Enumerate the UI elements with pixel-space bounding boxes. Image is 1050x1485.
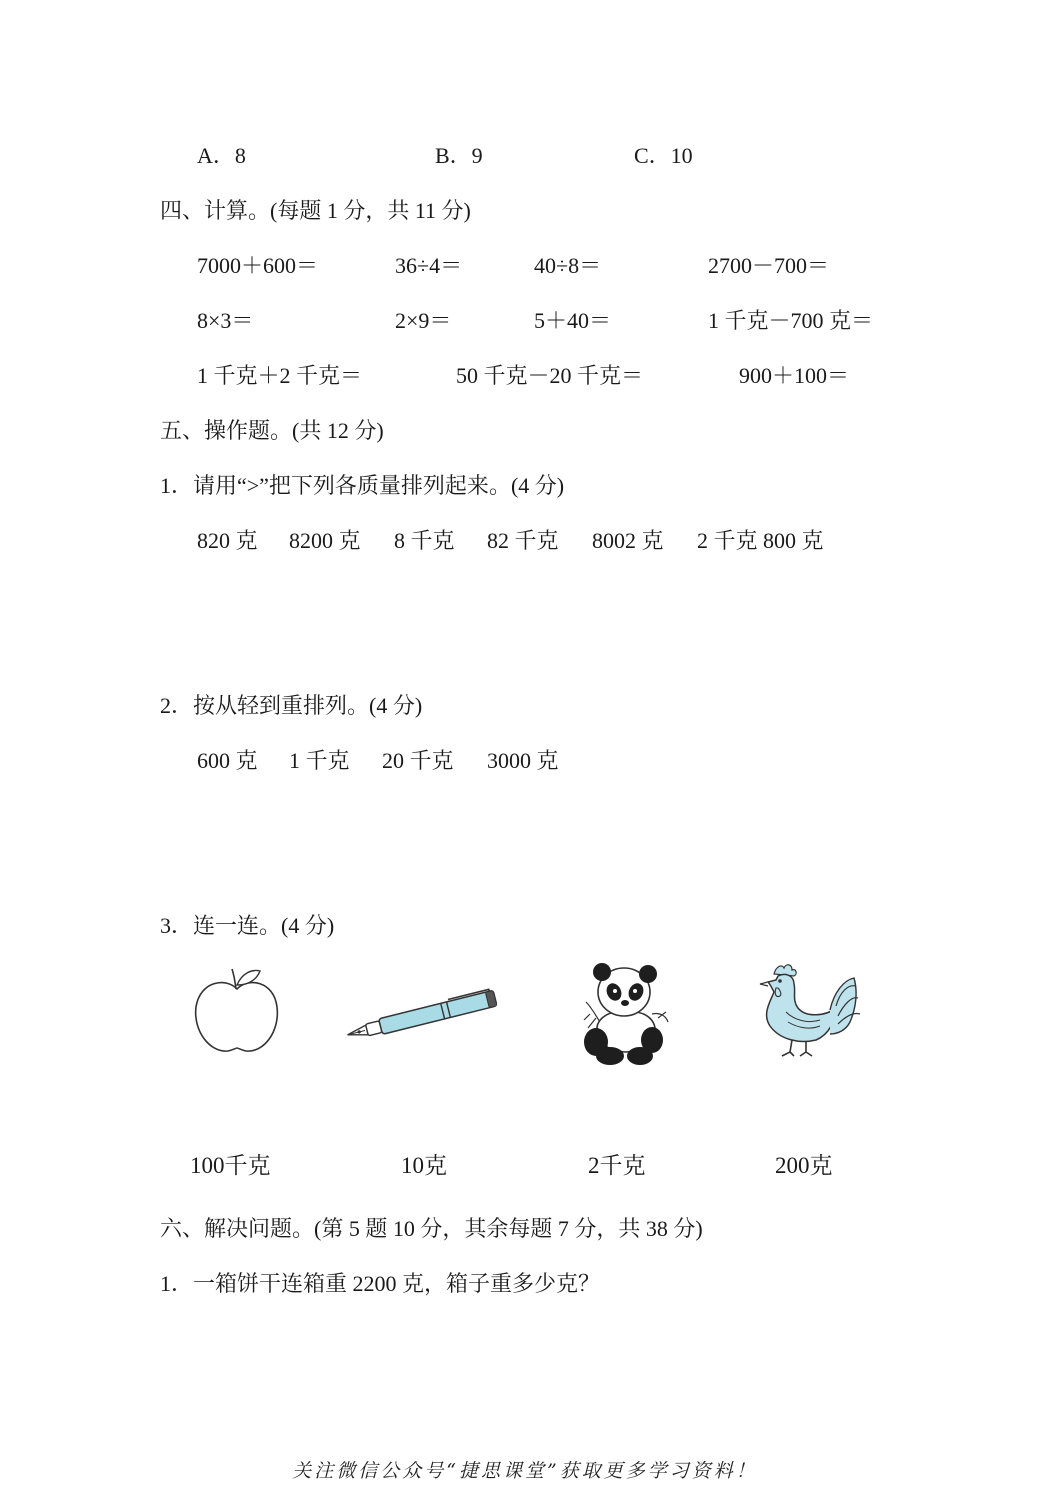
weight-item: 3000 克: [487, 748, 559, 773]
panda-icon: [578, 962, 674, 1066]
footer-note: 关注微信公众号“捷思课堂”获取更多学习资料！: [292, 1460, 758, 1482]
weight-label: 2千克: [588, 1153, 646, 1178]
weight-item: 8002 克: [592, 528, 664, 553]
weight-label: 200克: [775, 1153, 833, 1178]
question-6-1-prompt: 1．一箱饼干连箱重 2200 克，箱子重多少克？: [160, 1271, 601, 1296]
weight-item: 1 千克: [289, 748, 350, 773]
fountain-pen-icon: [343, 985, 503, 1045]
weight-item: 82 千克: [487, 528, 559, 553]
section-5-heading: 五、操作题。(共 12 分): [160, 418, 384, 443]
calc-item: 900＋100＝: [739, 363, 850, 388]
option-c: C．10: [634, 143, 693, 168]
calc-item: 2×9＝: [395, 308, 452, 333]
weight-item: 8200 克: [289, 528, 361, 553]
weight-item: 20 千克: [382, 748, 454, 773]
calc-item: 2700－700＝: [708, 253, 830, 278]
calc-item: 1 千克－700 克＝: [708, 308, 874, 333]
calc-item: 40÷8＝: [534, 253, 602, 278]
calc-item: 8×3＝: [197, 308, 254, 333]
calc-item: 7000＋600＝: [197, 253, 319, 278]
section-6-heading: 六、解决问题。(第 5 题 10 分，其余每题 7 分，共 38 分): [160, 1216, 703, 1241]
weight-item: 820 克: [197, 528, 258, 553]
question-5-3-prompt: 3．连一连。(4 分): [160, 913, 335, 938]
calc-item: 36÷4＝: [395, 253, 463, 278]
option-b: B．9: [435, 143, 483, 168]
apple-icon: [190, 965, 284, 1057]
calc-item: 1 千克＋2 千克＝: [197, 363, 363, 388]
weight-item: 8 千克: [394, 528, 455, 553]
rooster-icon: [756, 962, 864, 1062]
option-a: A．8: [197, 143, 246, 168]
weight-label: 10克: [401, 1153, 447, 1178]
weight-item: 600 克: [197, 748, 258, 773]
calc-item: 50 千克－20 千克＝: [456, 363, 644, 388]
calc-item: 5＋40＝: [534, 308, 612, 333]
question-5-1-prompt: 1．请用“>”把下列各质量排列起来。(4 分): [160, 473, 565, 498]
weight-label: 100千克: [190, 1153, 271, 1178]
weight-item: 2 千克 800 克: [697, 528, 824, 553]
question-5-2-prompt: 2．按从轻到重排列。(4 分): [160, 693, 423, 718]
section-4-heading: 四、计算。(每题 1 分，共 11 分): [160, 198, 471, 223]
